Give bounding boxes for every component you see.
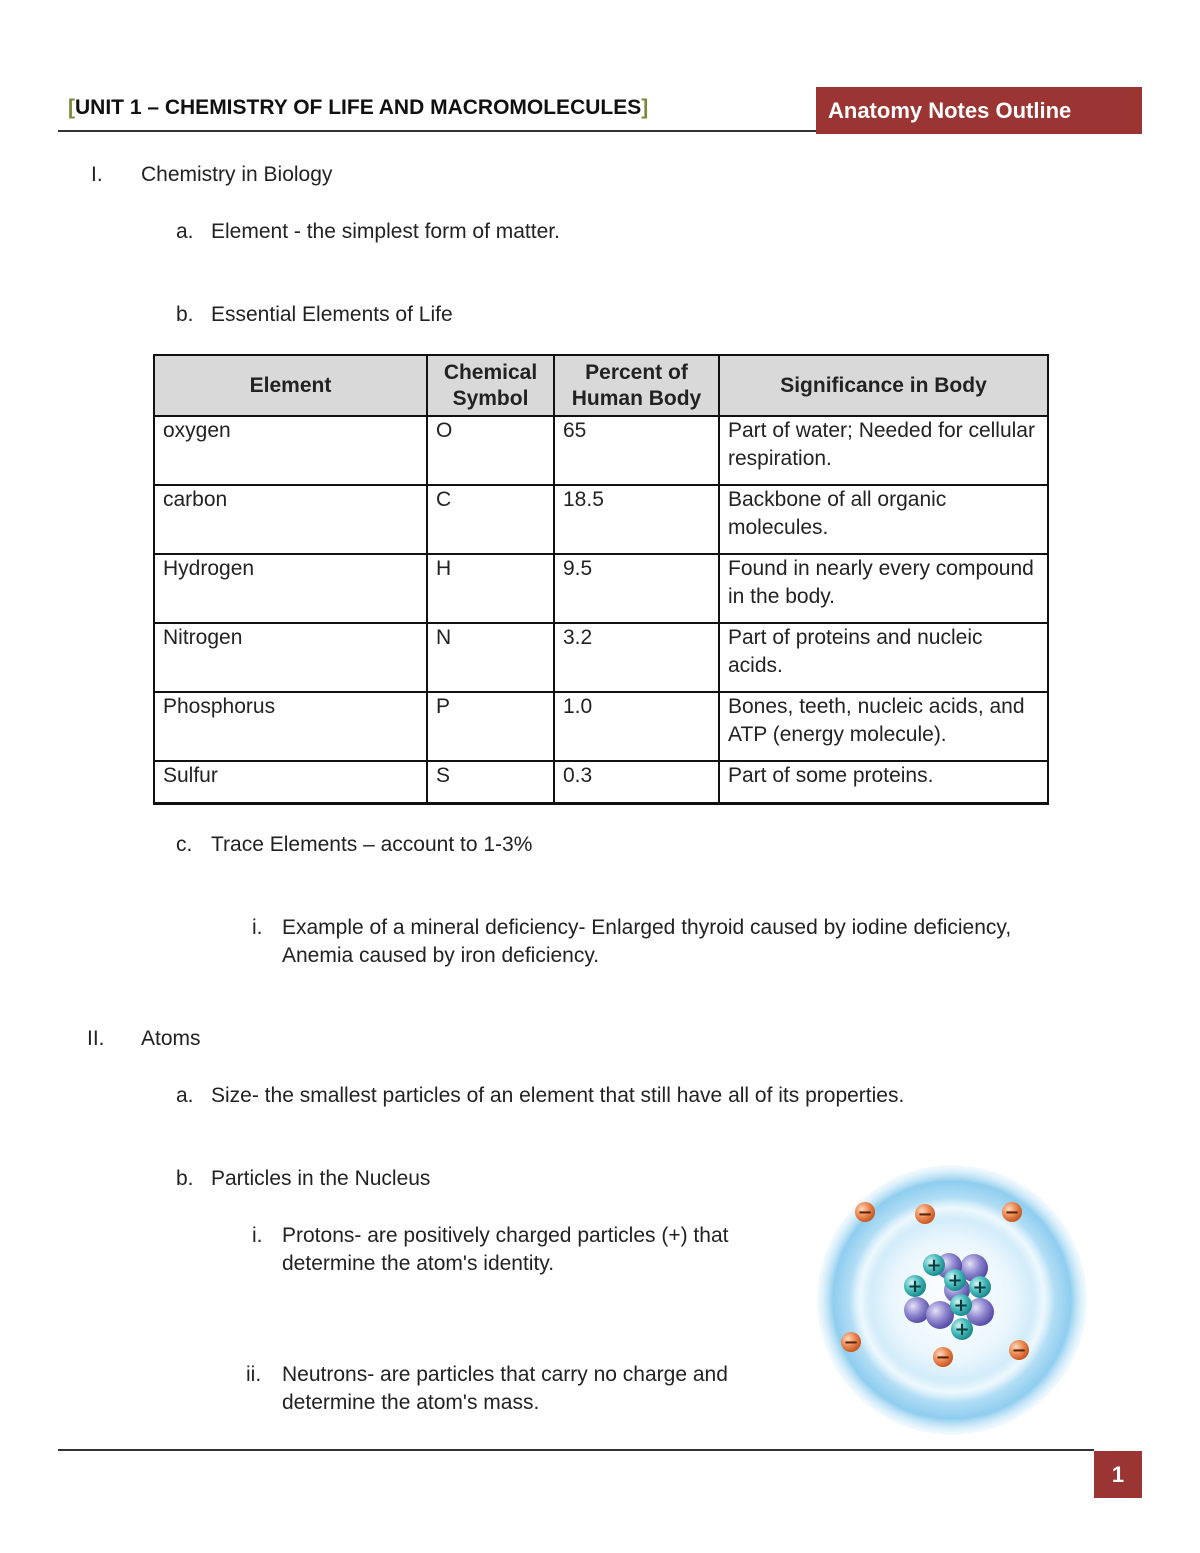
svg-text:+: + bbox=[953, 1295, 969, 1316]
cell-significance: Found in nearly every compound in the body. bbox=[719, 554, 1048, 623]
proton bbox=[969, 1276, 991, 1298]
proton bbox=[923, 1254, 945, 1276]
cell-symbol: H bbox=[427, 554, 554, 623]
svg-text:+: + bbox=[954, 1319, 970, 1340]
item-2bi-line2: determine the atom's identity. bbox=[282, 1252, 555, 1275]
unit-title bbox=[68, 96, 648, 120]
item-2bi-line1: Protons- are positively charged particles (+) that bbox=[282, 1224, 729, 1247]
cell-significance: Part of proteins and nucleic acids. bbox=[719, 623, 1048, 692]
item-2a-letter: a. bbox=[176, 1084, 194, 1107]
col-header-percent: Percent of Human Body bbox=[554, 355, 719, 416]
table-row bbox=[154, 761, 1048, 803]
section-1-numeral: I. bbox=[91, 163, 103, 186]
electron bbox=[1009, 1340, 1029, 1361]
item-2b-text: Particles in the Nucleus bbox=[211, 1167, 431, 1190]
cell-symbol: O bbox=[427, 416, 554, 485]
cell-percent: 65 bbox=[554, 416, 719, 485]
cell-significance: Backbone of all organic molecules. bbox=[719, 485, 1048, 554]
svg-text:+: + bbox=[972, 1277, 988, 1298]
electron bbox=[933, 1347, 953, 1368]
cell-significance: Part of some proteins. bbox=[719, 761, 1048, 803]
svg-text:−: − bbox=[935, 1347, 951, 1368]
cell-percent: 0.3 bbox=[554, 761, 719, 803]
header-badge: Anatomy Notes Outline bbox=[816, 87, 1142, 134]
item-1b-letter: b. bbox=[176, 303, 194, 326]
table-row bbox=[154, 485, 1048, 554]
table-row bbox=[154, 623, 1048, 692]
proton bbox=[944, 1269, 966, 1291]
item-1b-text: Essential Elements of Life bbox=[211, 303, 453, 326]
table-row bbox=[154, 692, 1048, 761]
cell-element: Nitrogen bbox=[154, 623, 427, 692]
cell-symbol: P bbox=[427, 692, 554, 761]
cell-element: Hydrogen bbox=[154, 554, 427, 623]
section-2-heading: Atoms bbox=[141, 1027, 201, 1050]
neutron bbox=[904, 1297, 930, 1323]
section-2-numeral: II. bbox=[87, 1027, 105, 1050]
svg-text:−: − bbox=[843, 1332, 859, 1353]
table-row bbox=[154, 554, 1048, 623]
cell-element: Sulfur bbox=[154, 761, 427, 803]
item-2bii-line2: determine the atom's mass. bbox=[282, 1391, 540, 1414]
electron bbox=[855, 1202, 875, 1223]
col-header-significance: Significance in Body bbox=[719, 355, 1048, 416]
cell-element: oxygen bbox=[154, 416, 427, 485]
item-2bii-numeral: ii. bbox=[246, 1363, 262, 1386]
cell-symbol: C bbox=[427, 485, 554, 554]
section-1-heading: Chemistry in Biology bbox=[141, 163, 333, 186]
svg-text:−: − bbox=[1004, 1202, 1020, 1223]
electron bbox=[915, 1204, 935, 1225]
cell-symbol: S bbox=[427, 761, 554, 803]
item-2bii-line1: Neutrons- are particles that carry no charge and bbox=[282, 1363, 728, 1386]
page-number: 1 bbox=[1094, 1451, 1142, 1498]
svg-text:+: + bbox=[947, 1270, 963, 1291]
svg-text:−: − bbox=[1011, 1340, 1027, 1361]
item-2a-text: Size- the smallest particles of an element that still have all of its properties. bbox=[211, 1084, 905, 1107]
cell-percent: 9.5 bbox=[554, 554, 719, 623]
col-header-element: Element bbox=[154, 355, 427, 416]
item-2bi-numeral: i. bbox=[252, 1224, 263, 1247]
bracket-open: [ bbox=[68, 96, 75, 119]
proton bbox=[950, 1294, 972, 1316]
table-header-row bbox=[154, 355, 1048, 416]
svg-text:+: + bbox=[907, 1276, 923, 1297]
proton bbox=[904, 1275, 926, 1297]
header-rule bbox=[58, 130, 818, 132]
neutron bbox=[926, 1301, 954, 1329]
cell-element: Phosphorus bbox=[154, 692, 427, 761]
unit-title-text: UNIT 1 – CHEMISTRY OF LIFE AND MACROMOLECULES bbox=[75, 96, 642, 119]
svg-text:+: + bbox=[926, 1255, 942, 1276]
item-1c-letter: c. bbox=[176, 833, 193, 856]
col-header-symbol: Chemical Symbol bbox=[427, 355, 554, 416]
essential-elements-table bbox=[153, 354, 1049, 805]
item-1c-text: Trace Elements – account to 1-3% bbox=[211, 833, 533, 856]
atom-diagram bbox=[812, 1160, 1092, 1440]
cell-percent: 1.0 bbox=[554, 692, 719, 761]
item-1a-letter: a. bbox=[176, 220, 194, 243]
electron bbox=[841, 1332, 861, 1353]
electron bbox=[1002, 1202, 1022, 1223]
proton bbox=[951, 1318, 973, 1340]
cell-element: carbon bbox=[154, 485, 427, 554]
cell-percent: 3.2 bbox=[554, 623, 719, 692]
item-1ci-numeral: i. bbox=[252, 916, 263, 939]
item-1ci-line1: Example of a mineral deficiency- Enlarged thyroid caused by iodine deficiency, bbox=[282, 916, 1012, 939]
cell-symbol: N bbox=[427, 623, 554, 692]
bracket-close: ] bbox=[641, 96, 649, 119]
item-2b-letter: b. bbox=[176, 1167, 194, 1190]
cell-significance: Part of water; Needed for cellular respiration. bbox=[719, 416, 1048, 485]
svg-text:−: − bbox=[857, 1202, 873, 1223]
cell-significance: Bones, teeth, nucleic acids, and ATP (energy molecule). bbox=[719, 692, 1048, 761]
cell-percent: 18.5 bbox=[554, 485, 719, 554]
item-1ci-line2: Anemia caused by iron deficiency. bbox=[282, 944, 600, 967]
svg-text:−: − bbox=[917, 1204, 933, 1225]
item-1a-text: Element - the simplest form of matter. bbox=[211, 220, 560, 243]
table-row bbox=[154, 416, 1048, 485]
footer-rule bbox=[58, 1449, 1094, 1451]
